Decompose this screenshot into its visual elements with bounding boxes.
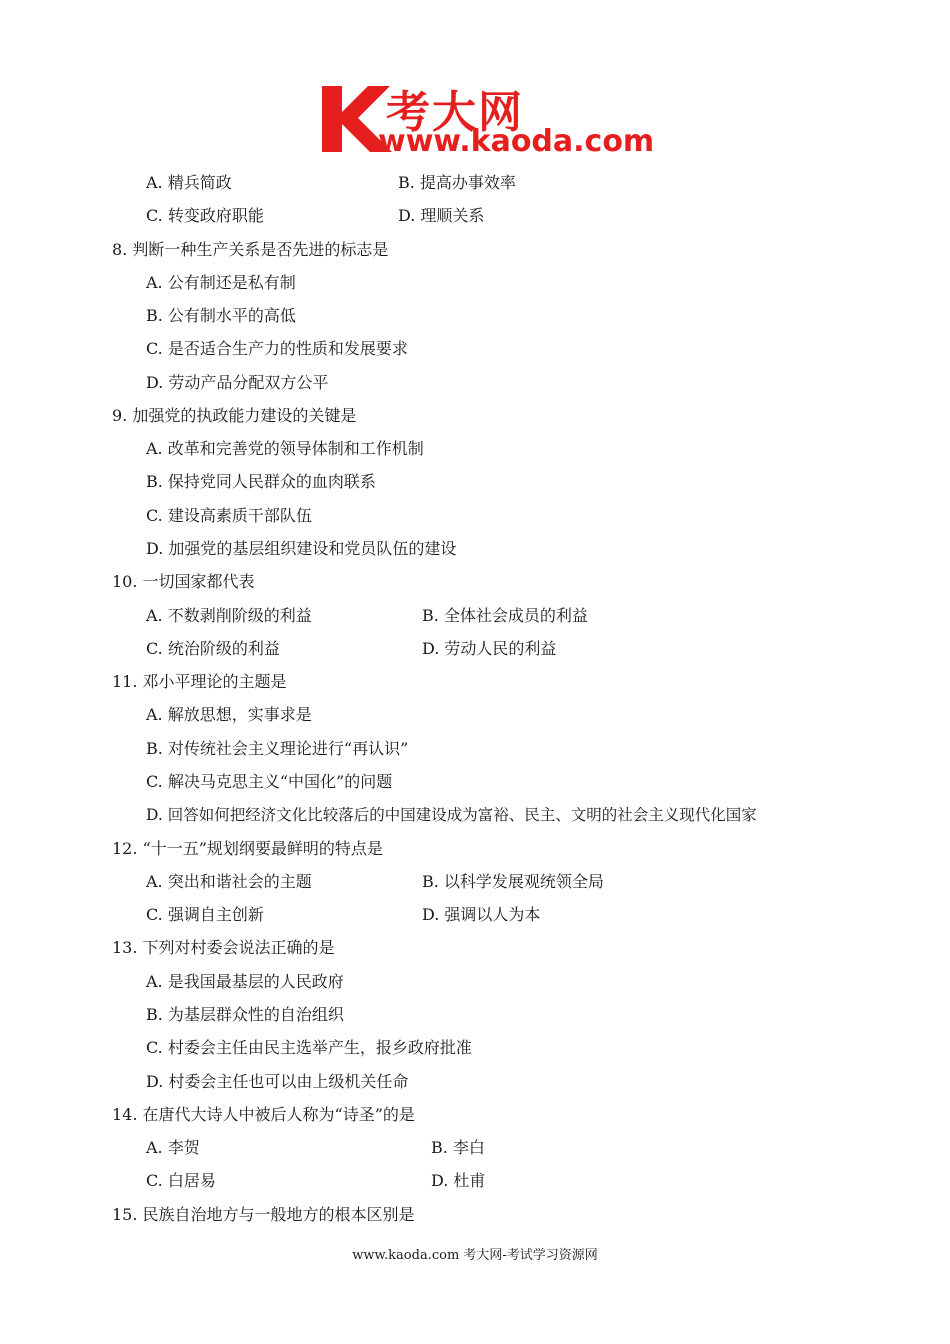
question-12: 12. “十一五”规划纲要最鲜明的特点是 bbox=[112, 839, 383, 858]
option-10d: D. 劳动人民的利益 bbox=[422, 639, 557, 658]
logo-url: www.kaoda.com bbox=[378, 124, 655, 159]
option-11d: D. 回答如何把经济文化比较落后的中国建设成为富裕、民主、文明的社会主义现代化国家 bbox=[146, 806, 757, 824]
option-10b: B. 全体社会成员的利益 bbox=[422, 606, 588, 625]
option-8b: B. 公有制水平的高低 bbox=[146, 306, 296, 325]
option-11b: B. 对传统社会主义理论进行“再认识” bbox=[146, 739, 409, 758]
option-12d: D. 强调以人为本 bbox=[422, 905, 541, 924]
option-9b: B. 保持党同人民群众的血肉联系 bbox=[146, 472, 376, 491]
option-8d: D. 劳动产品分配双方公平 bbox=[146, 373, 329, 392]
option-13b: B. 为基层群众性的自治组织 bbox=[146, 1005, 344, 1024]
option-9c: C. 建设高素质干部队伍 bbox=[146, 506, 312, 525]
option-13a: A. 是我国最基层的人民政府 bbox=[146, 972, 344, 991]
option-14a: A. 李贺 bbox=[146, 1138, 200, 1157]
option-13c: C. 村委会主任由民主选举产生，报乡政府批准 bbox=[146, 1038, 472, 1057]
option-7c: C. 转变政府职能 bbox=[146, 206, 264, 225]
page-footer: www.kaoda.com 考大网-考试学习资源网 bbox=[352, 1248, 598, 1263]
option-8c: C. 是否适合生产力的性质和发展要求 bbox=[146, 339, 408, 358]
question-10: 10. 一切国家都代表 bbox=[112, 572, 255, 591]
option-8a: A. 公有制还是私有制 bbox=[146, 273, 296, 292]
option-10c: C. 统治阶级的利益 bbox=[146, 639, 280, 658]
option-13d: D. 村委会主任也可以由上级机关任命 bbox=[146, 1072, 409, 1091]
question-11: 11. 邓小平理论的主题是 bbox=[112, 672, 287, 691]
option-9d: D. 加强党的基层组织建设和党员队伍的建设 bbox=[146, 539, 457, 558]
kaoda-logo bbox=[320, 78, 655, 160]
option-12c: C. 强调自主创新 bbox=[146, 905, 264, 924]
option-14d: D. 杜甫 bbox=[431, 1171, 486, 1190]
question-9: 9. 加强党的执政能力建设的关键是 bbox=[112, 406, 357, 425]
question-8: 8. 判断一种生产关系是否先进的标志是 bbox=[112, 240, 389, 259]
option-7d: D. 理顺关系 bbox=[398, 206, 485, 225]
logo-title: 考大网 bbox=[386, 87, 524, 138]
option-11c: C. 解决马克思主义“中国化”的问题 bbox=[146, 772, 393, 791]
option-11a: A. 解放思想，实事求是 bbox=[146, 705, 312, 724]
option-7b: B. 提高办事效率 bbox=[398, 173, 516, 192]
option-14b: B. 李白 bbox=[431, 1138, 485, 1157]
question-14: 14. 在唐代大诗人中被后人称为“诗圣”的是 bbox=[112, 1105, 415, 1124]
option-7a: A. 精兵简政 bbox=[146, 173, 232, 192]
option-9a: A. 改革和完善党的领导体制和工作机制 bbox=[146, 439, 424, 458]
option-14c: C. 白居易 bbox=[146, 1171, 216, 1190]
option-10a: A. 不数剥削阶级的利益 bbox=[146, 606, 312, 625]
option-12b: B. 以科学发展观统领全局 bbox=[422, 872, 604, 891]
question-13: 13. 下列对村委会说法正确的是 bbox=[112, 938, 335, 957]
question-15: 15. 民族自治地方与一般地方的根本区别是 bbox=[112, 1205, 415, 1224]
option-12a: A. 突出和谐社会的主题 bbox=[146, 872, 312, 891]
